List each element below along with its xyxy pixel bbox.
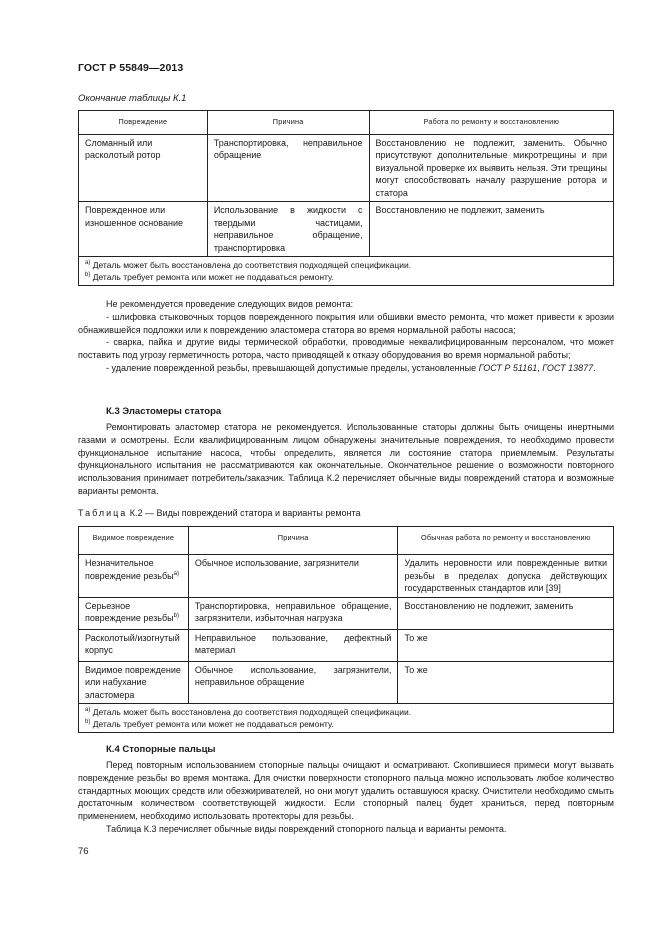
repair-cell: Восстановлению не подлежит, заменить — [369, 202, 613, 257]
table-k1 — [78, 110, 614, 286]
standard-reference: ГОСТ 13877 — [542, 362, 594, 373]
damage-cell: Поврежденное или изношенное основание — [79, 202, 208, 257]
bullet-item: - удаление поврежденной резьбы, превышающей допустимые пределы, установленные ГОСТ Р 51161, ГОСТ 13877. — [106, 362, 596, 373]
repair-restrictions — [78, 298, 614, 375]
column-header: Видимое повреждение — [79, 527, 189, 555]
footnote-b: $^{b)}$ Деталь требует ремонта или может не поддаваться ремонту. — [85, 719, 334, 729]
table-notes — [79, 704, 614, 733]
table-row — [79, 661, 614, 704]
footnote-a: $^{a)}$ Деталь может быть восстановлена до соответствия подходящей спецификации. — [85, 707, 412, 717]
column-header: Причина — [207, 111, 369, 135]
section-k3-title: К.3 Эластомеры статора — [106, 406, 222, 417]
cause-cell: Обычное использование, загрязнители, неправильное обращение — [188, 661, 398, 704]
table-k2-caption: Таблица К.2 — Виды повреждений статора и варианты ремонта — [78, 508, 361, 518]
repair-cell: Восстановлению не подлежит, заменить. Обычно присутствуют дополнительные микротрещины и при визуальной проверке их выявить нельзя. Эти трещины могут способствовать началу разрушение ротора и статора — [369, 134, 613, 202]
table-row — [79, 202, 614, 257]
damage-cell: Серьезное повреждение резьбы$^{b)}$ — [79, 597, 189, 629]
cause-cell: Обычное использование, загрязнители — [188, 555, 398, 598]
cause-cell: Транспортировка, неправильное обращение, загрязнители, избыточная нагрузка — [188, 597, 398, 629]
table-k1-caption: Окончание таблицы К.1 — [78, 93, 187, 104]
standard-reference: ГОСТ Р 51161 — [478, 362, 538, 373]
section-k4-text — [78, 759, 614, 836]
table-header-row — [79, 527, 614, 555]
repair-cell: То же — [398, 629, 614, 661]
footnote-a: $^{a)}$ Деталь может быть восстановлена до соответствия подходящей спецификации. — [85, 260, 412, 270]
table-row — [79, 555, 614, 598]
table-notes — [79, 257, 614, 286]
table-k2 — [78, 526, 614, 733]
damage-cell: Видимое повреждение или набухание эластомера — [79, 661, 189, 704]
repair-cell: То же — [398, 661, 614, 704]
table-notes-row — [79, 257, 614, 286]
bullet-item: - сварка, пайка и другие виды термической обработки, проводимые неквалифицированным персоналом, что может поставить под угрозу герметичность ротора, часто приводящей к отказу оборудования во время нормальной работы; — [78, 337, 614, 361]
paragraph: Перед повторным использованием стопорные пальцы очищают и осматривают. Скопившиеся примеси могут вызвать повреждение резьбы во время монтажа. Для очистки поверхности стопорного пальца можно использовать любое количество стандартных моющих средств или обезжиривателей, но они могут удалить оставшуюся краску. Очистители необходимо смыть достаточным количеством соответствующей жидкости. Если стопорный палец будет храниться, перед повторным применением, необходимо использовать протекторы для резьбы. — [78, 760, 614, 822]
paragraph: Ремонтировать эластомер статора не рекомендуется. Использованные статоры должны быть очищены инертными газами и осмотрены. Если квалифицированным лицом обнаружены значительные повреждения, то необходимо провести функциональное испытание насоса, чтобы определить, является ли состояние статора приемлемым. Результаты функционального испытания не рассматриваются как окончательные. Окончательное решение о возможности повторного использования принимает потребитель/заказчик. Таблица К.2 перечисляет обычные виды повреждений статора и возможные варианты ремонта. — [78, 422, 614, 496]
column-header: Причина — [188, 527, 398, 555]
damage-cell: Расколотый/изогнутый корпус — [79, 629, 189, 661]
table-row — [79, 629, 614, 661]
damage-cell: Сломанный или расколотый ротор — [79, 134, 208, 202]
cause-cell: Неправильное пользование, дефектный материал — [188, 629, 398, 661]
cause-cell: Транспортировка, неправильное обращение — [207, 134, 369, 202]
damage-cell: Незначительное повреждение резьбы$^{a)}$ — [79, 555, 189, 598]
standard-header: ГОСТ Р 55849—2013 — [78, 62, 184, 74]
cause-cell: Использование в жидкости с твердыми частицами, неправильное обращение, транспортировка — [207, 202, 369, 257]
paragraph: Не рекомендуется проведение следующих видов ремонта: — [106, 299, 354, 309]
table-notes-row — [79, 704, 614, 733]
page-number: 76 — [78, 846, 89, 857]
repair-cell: Удалить неровности или поврежденные витки резьбы в пределах допуска действующих государственных стандартов или [39] — [398, 555, 614, 598]
repair-cell: Восстановлению не подлежит, заменить — [398, 597, 614, 629]
column-header: Работа по ремонту и восстановлению — [369, 111, 613, 135]
section-k4-title: К.4 Стопорные пальцы — [106, 744, 216, 755]
bullet-item: - шлифовка стыковочных торцов поврежденного покрытия или обшивки вместо ремонта, что может привести к эрозии обнажившейся подложки или к повреждению эластомера статора во время нормальной работы насоса; — [78, 311, 614, 335]
column-header: Обычная работа по ремонту и восстановлению — [398, 527, 614, 555]
table-header-row — [79, 111, 614, 135]
footnote-b: $^{b)}$ Деталь требует ремонта или может не поддаваться ремонту. — [85, 272, 334, 282]
paragraph: Таблица К.3 перечисляет обычные виды повреждений стопорного пальца и варианты ремонта. — [106, 823, 507, 834]
section-k3-text — [78, 421, 614, 498]
table-row — [79, 597, 614, 629]
table-row — [79, 134, 614, 202]
column-header: Повреждение — [79, 111, 208, 135]
